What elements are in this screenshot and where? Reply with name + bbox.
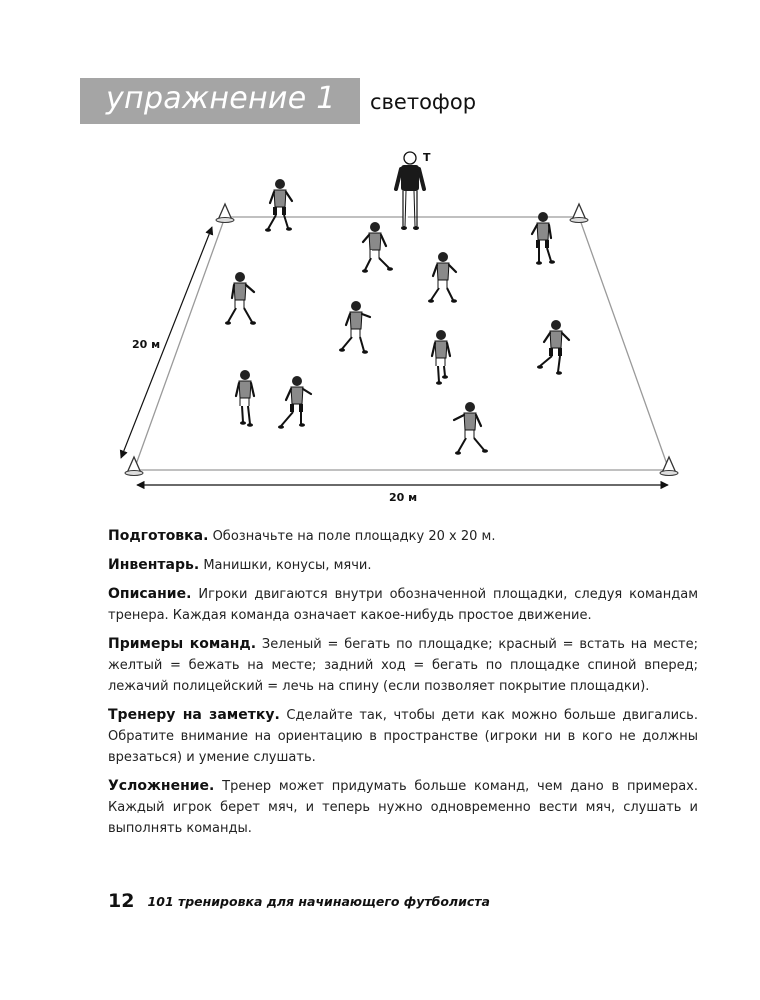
player-figure (532, 212, 555, 265)
section-progression (108, 776, 698, 839)
player-figure (432, 330, 450, 385)
section-text: Обозначьте на поле площадку 20 х 20 м. (212, 529, 496, 544)
player-figure (362, 222, 393, 273)
exercise-label: упражнение 1 (106, 81, 336, 116)
section-text: Зеленый = бегать по площадке; красный = встать на месте; желтый = бежать на месте; задний ход = бегать по площадке спиной вперед; лежачий полицейский = лечь на спину (если позволяет покрытие площадки). (108, 637, 698, 694)
player-figure (454, 402, 488, 455)
section-heading: Подготовка. (108, 528, 209, 544)
section-preparation (108, 526, 698, 547)
section-coach-note (108, 705, 698, 768)
exercise-title-band (80, 78, 360, 124)
book-title: 101 тренировка для начинающего футболиста (147, 893, 490, 909)
section-text: Манишки, конусы, мячи. (203, 558, 372, 573)
section-description (108, 584, 698, 626)
player-figure (265, 179, 292, 232)
training-field-diagram (0, 140, 760, 510)
section-text: Игроки двигаются внутри обозначенной площадки, следуя командам тренера. Каждая команда означает какое-нибудь простое движение. (108, 587, 698, 623)
coach-marker: Т (423, 151, 431, 164)
page-footer (108, 890, 490, 912)
bottom-dimension-label: 20 м (389, 491, 418, 504)
section-heading: Тренеру на заметку. (108, 707, 280, 723)
page-number: 12 (108, 890, 135, 912)
section-command-examples (108, 634, 698, 697)
side-dimension-label: 20 м (132, 338, 161, 351)
section-text: Сделайте так, чтобы дети как можно больше двигались. Обратите внимание на ориентацию в пространстве (игроки ни в кого не должны врезаться) и умение слушать. (108, 708, 698, 765)
player-figure (537, 320, 569, 375)
player-figure (225, 272, 256, 325)
section-equipment (108, 555, 698, 576)
player-figure (428, 252, 457, 303)
exercise-name: светофор (370, 90, 477, 114)
exercise-description (108, 526, 698, 847)
section-heading: Примеры команд. (108, 636, 257, 652)
section-heading: Усложнение. (108, 778, 215, 794)
section-heading: Инвентарь. (108, 557, 200, 573)
coach-figure (396, 152, 424, 230)
cone-top-right (570, 204, 588, 223)
cone-top-left (216, 204, 234, 223)
section-heading: Описание. (108, 586, 192, 602)
field-boundary (134, 217, 669, 470)
player-figure (236, 370, 254, 427)
cone-bottom-right (660, 457, 678, 476)
player-figure (339, 301, 370, 354)
section-text: Тренер может придумать больше команд, чем дано в примерах. Каждый игрок берет мяч, и теперь нужно одновременно вести мяч, слушать и выполнять команды. (108, 779, 698, 836)
player-figure (278, 376, 311, 429)
cone-bottom-left (125, 457, 143, 476)
player-figures (225, 179, 569, 455)
